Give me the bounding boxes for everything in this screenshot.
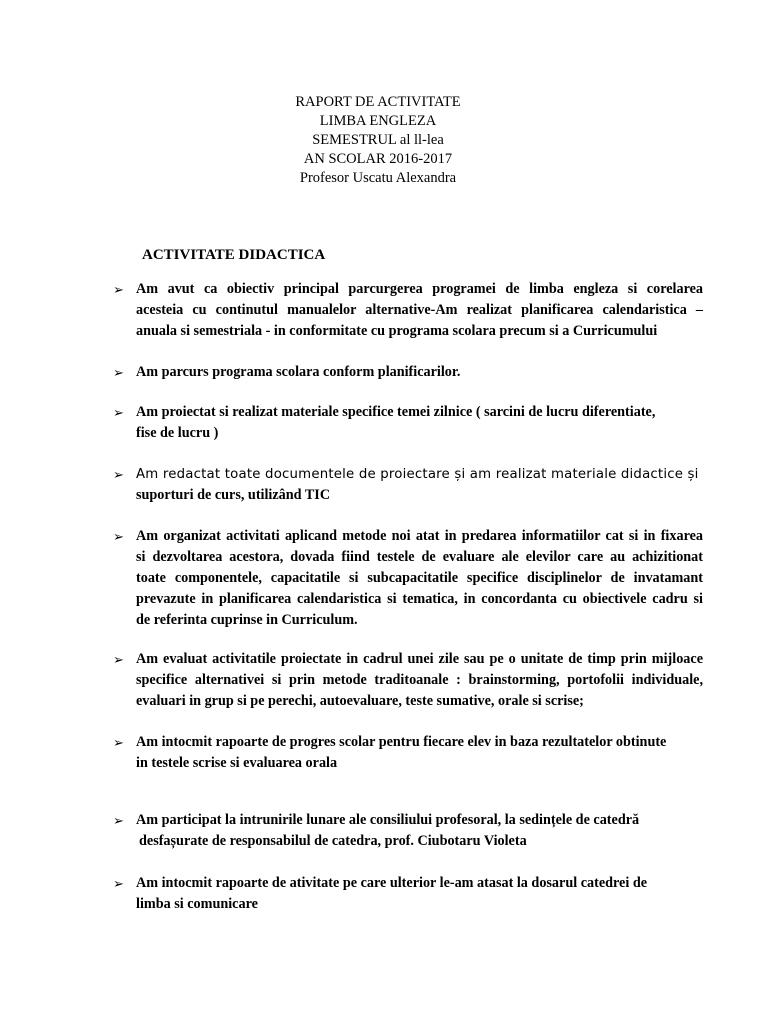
- list-item: [113, 732, 703, 774]
- list-item-text: Am participat la intrunirile lunare ale consiliului profesoral, la sedințele de catedră desfașurate de responsabilul de catedra, prof. Ciubotaru Violeta: [136, 812, 640, 849]
- subject-line: LIMBA ENGLEZA: [319, 113, 437, 129]
- arrowhead-bullet-icon: ➢: [113, 282, 124, 297]
- list-item-text: Am parcurs programa scolara conform planificarilor.: [136, 364, 461, 380]
- list-item: [113, 362, 703, 383]
- list-item: [113, 649, 703, 712]
- list-item: [113, 279, 703, 342]
- arrowhead-bullet-icon: ➢: [113, 405, 124, 420]
- arrowhead-bullet-icon: ➢: [113, 813, 124, 828]
- arrowhead-bullet-icon: ➢: [113, 735, 124, 750]
- list-item-text: Am avut ca obiectiv principal parcurgerea programei de limba engleza si corelarea acesteia cu continutul manualelor alternative-Am realizat planificarea calendaristica – anuala si semestriala - in conformitate cu programa scolara precum si a Curricumului: [136, 281, 703, 339]
- list-item: [113, 526, 703, 631]
- arrowhead-bullet-icon: ➢: [113, 876, 124, 891]
- arrowhead-bullet-icon: ➢: [113, 365, 124, 380]
- list-item: [113, 402, 703, 444]
- list-item-text: Am evaluat activitatile proiectate in cadrul unei zile sau pe o unitate de timp prin mijloace specifice alternativei si prin metode traditoanale : brainstorming, portofolii individuale, evaluari in grup si pe perechi, autoevaluare, teste sumative, orale si scrise;: [136, 651, 703, 709]
- list-item-text: Am organizat activitati aplicand metode noi atat in predarea informatiilor cat si in fixarea si dezvoltarea acestora, dovada fiind testele de evaluare ale elevilor care au achizitionat toate componentele, capacitatile si subcapacitatile specifice disciplinelor de invatamant prevazute in planificarea calendaristica si tematica, in concordanta cu obiectivele cadru si de referinta cuprinse in Curriculum.: [136, 528, 703, 628]
- list-item: [113, 810, 703, 852]
- school-year-line: AN SCOLAR 2016-2017: [303, 151, 453, 167]
- list-item: [113, 873, 703, 915]
- arrowhead-bullet-icon: ➢: [113, 652, 124, 667]
- report-title: RAPORT DE ACTIVITATE: [295, 94, 461, 110]
- list-item: [113, 464, 703, 506]
- list-item-text: Am proiectat si realizat materiale specifice temei zilnice ( sarcini de lucru diferentiate, fise de lucru ): [136, 404, 656, 441]
- semester-line: SEMESTRUL al ll-lea: [312, 132, 444, 148]
- list-item-text: Am redactat toate documentele de proiectare și am realizat materiale didactice și suporturi de curs, utilizând TIC: [136, 467, 699, 503]
- section-title: ACTIVITATE DIDACTICA: [142, 247, 326, 263]
- arrowhead-bullet-icon: ➢: [113, 529, 124, 544]
- document-header: [278, 93, 478, 188]
- list-item-text: Am intocmit rapoarte de progres scolar pentru fiecare elev in baza rezultatelor obtinute in testele scrise si evaluarea orala: [136, 734, 667, 771]
- list-item-text: Am intocmit rapoarte de ativitate pe care ulterior le-am atasat la dosarul catedrei de limba si comunicare: [136, 875, 648, 912]
- teacher-line: Profesor Uscatu Alexandra: [299, 170, 457, 186]
- arrowhead-bullet-icon: ➢: [113, 467, 124, 482]
